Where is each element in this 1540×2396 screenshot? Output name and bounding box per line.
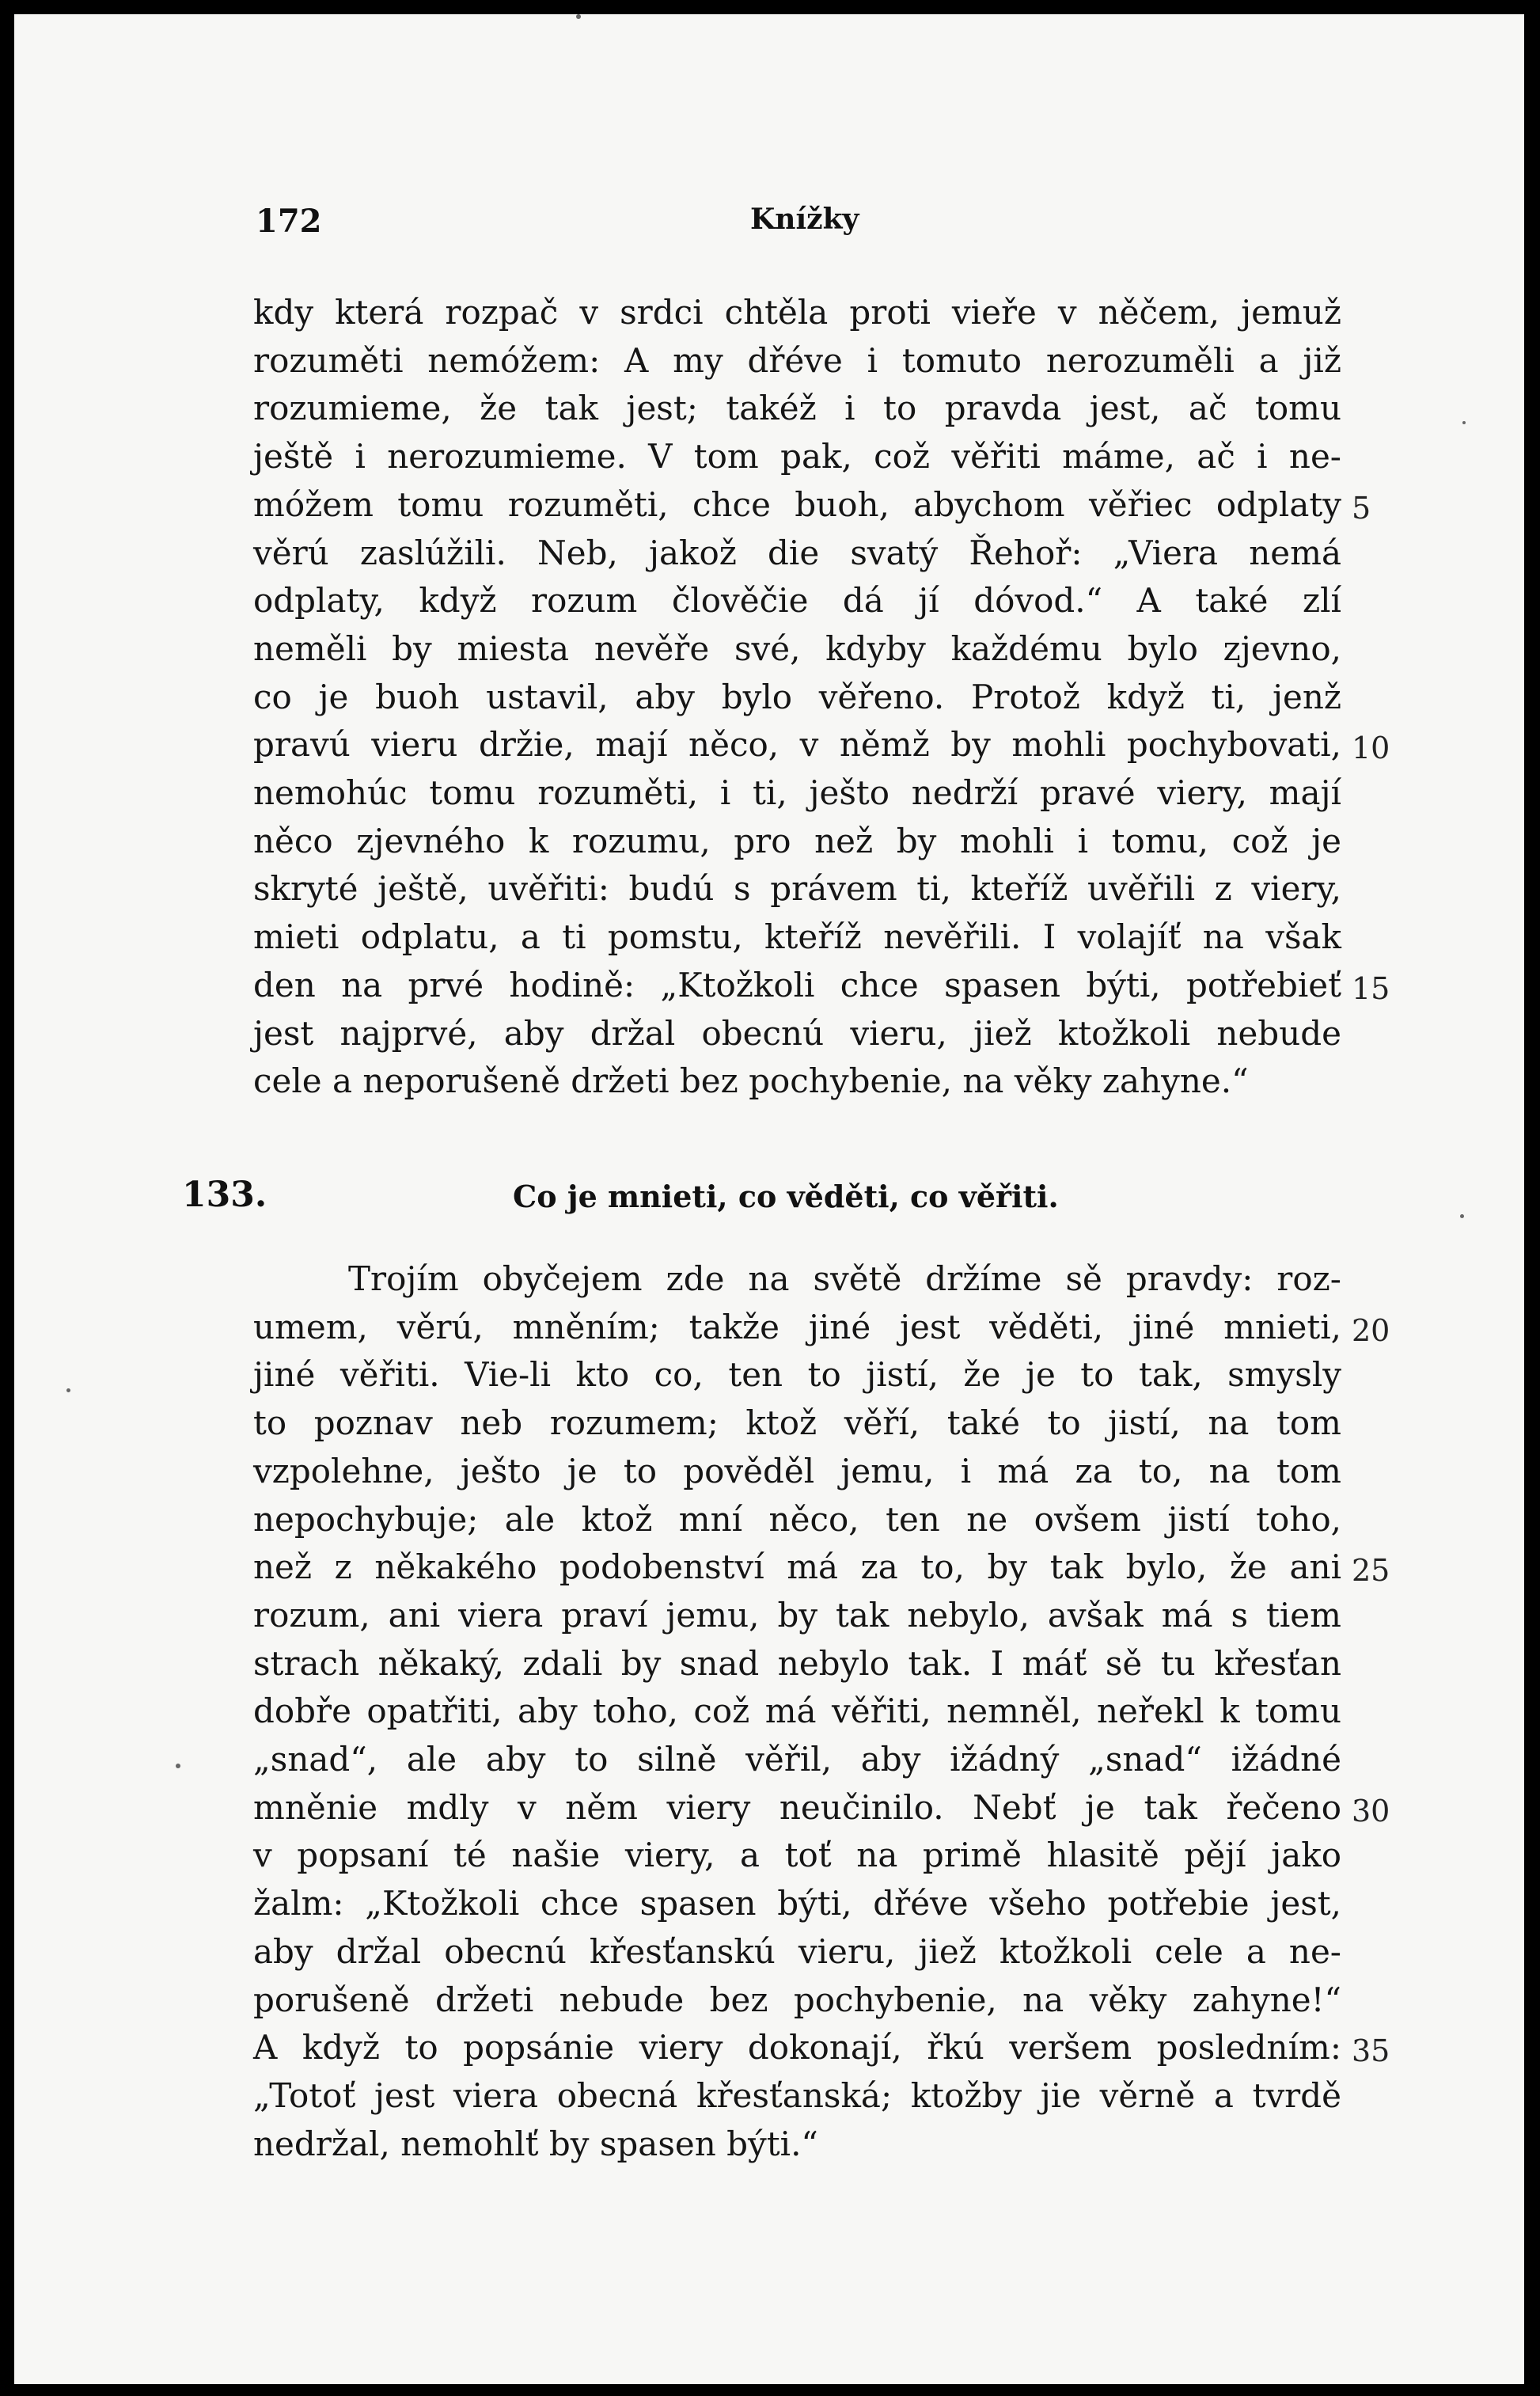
text-line: „Totoť jest viera obecná křesťanská; ktožby jie věrně a tvrdě: [253, 2075, 1341, 2115]
scanned-page: [14, 14, 1524, 2384]
text-line: A když to popsánie viery dokonají, řkú veršem posledním:: [253, 2028, 1341, 2068]
text-line: „snad“, ale aby to silně věřil, aby ižádný „snad“ ižádné: [253, 1740, 1341, 1779]
scan-speck: [1462, 421, 1466, 424]
text-line: móžem tomu rozuměti, chce buoh, abychom věřiec odplaty: [253, 484, 1341, 524]
text-line: rozum, ani viera praví jemu, by tak nebylo, avšak má s tiem: [253, 1595, 1341, 1635]
text-line: ještě i nerozumieme. V tom pak, což věřiti máme, ač i ne-: [253, 437, 1341, 477]
text-line: co je buoh ustavil, aby bylo věřeno. Protož když ti, jenž: [253, 677, 1341, 716]
text-line: nedržal, nemohlť by spasen býti.“: [253, 2124, 818, 2163]
section-number: 133.: [182, 1175, 267, 1215]
text-line: skryté ještě, uvěřiti: budú s právem ti, kteříž uvěřili z viery,: [253, 869, 1341, 909]
text-line: to poznav neb rozumem; ktož věří, také to jistí, na tom: [253, 1403, 1341, 1443]
text-line: mieti odplatu, a ti pomstu, kteříž nevěřili. I volajíť na však: [253, 917, 1341, 957]
text-line: dobře opatřiti, aby toho, což má věřiti, nemněl, neřekl k tomu: [253, 1692, 1341, 1731]
line-number: 35: [1352, 2033, 1390, 2069]
text-line: věrú zaslúžili. Neb, jakož die svatý Řehoř: „Viera nemá: [253, 533, 1341, 572]
text-line: jest najprvé, aby držal obecnú vieru, jiež ktožkoli nebude: [253, 1013, 1341, 1053]
line-number: 30: [1352, 1793, 1390, 1828]
text-line: než z někakého podobenství má za to, by tak bylo, že ani: [253, 1547, 1341, 1587]
text-line: v popsaní té našie viery, a toť na primě hlasitě pějí jako: [253, 1836, 1341, 1875]
text-line: aby držal obecnú křesťanskú vieru, jiež ktožkoli cele a ne-: [253, 1931, 1341, 1971]
text-line: nepochybuje; ale ktož mní něco, ten ne ovšem jistí toho,: [253, 1499, 1341, 1539]
text-line: umem, věrú, mněním; takže jiné jest věděti, jiné mnieti,: [253, 1307, 1341, 1346]
text-line: vzpolehne, ješto je to pověděl jemu, i má za to, na tom: [253, 1451, 1341, 1490]
running-title: Knížky: [750, 203, 859, 236]
text-line: neměli by miesta nevěře své, kdyby každému bylo zjevno,: [253, 628, 1341, 668]
line-number: 5: [1352, 490, 1371, 526]
text-line: žalm: „Ktožkoli chce spasen býti, dřéve všeho potřebie jest,: [253, 1884, 1341, 1923]
text-line: pravú vieru držie, mají něco, v němž by mohli pochybovati,: [253, 725, 1341, 765]
scan-speck: [176, 1764, 180, 1768]
running-head: [14, 203, 1524, 242]
text-line: rozuměti nemóžem: A my dřéve i tomuto nerozuměli a již: [253, 340, 1341, 380]
page-number: 172: [256, 203, 322, 240]
line-number: 15: [1352, 970, 1390, 1006]
text-line: něco zjevného k rozumu, pro než by mohli i tomu, což je: [253, 821, 1341, 860]
scan-speck: [1460, 1214, 1464, 1218]
text-line: cele a neporušeně držeti bez pochybenie, na věky zahyne.“: [253, 1061, 1249, 1101]
text-line: jiné věřiti. Vie-li kto co, ten to jistí, že je to tak, smysly: [253, 1355, 1341, 1395]
text-line: mněnie mdly v něm viery neučinilo. Nebť je tak řečeno: [253, 1787, 1341, 1827]
text-line: porušeně držeti nebude bez pochybenie, na věky zahyne!“: [253, 1980, 1341, 2019]
text-line: kdy která rozpač v srdci chtěla proti vieře v něčem, jemuž: [253, 293, 1341, 332]
text-line: strach někaký, zdali by snad nebylo tak. I máť sě tu křesťan: [253, 1643, 1341, 1683]
text-line: den na prvé hodině: „Ktožkoli chce spasen býti, potřebieť: [253, 965, 1341, 1004]
text-line: odplaty, když rozum člověčie dá jí dóvod.“ A také zlí: [253, 581, 1341, 621]
text-line: rozumieme, že tak jest; takéž i to pravda jest, ač tomu: [253, 389, 1341, 428]
line-number: 20: [1352, 1312, 1390, 1348]
line-number: 25: [1352, 1553, 1390, 1589]
text-line: nemohúc tomu rozuměti, i ti, ješto nedrží pravé viery, mají: [253, 773, 1341, 812]
line-number: 10: [1352, 731, 1390, 766]
section-title: Co je mnieti, co věděti, co věřiti.: [513, 1179, 1059, 1214]
text-line: Trojím obyčejem zde na světě držíme sě pravdy: roz-: [348, 1259, 1341, 1298]
scan-speck: [576, 14, 581, 19]
scan-speck: [66, 1388, 70, 1392]
